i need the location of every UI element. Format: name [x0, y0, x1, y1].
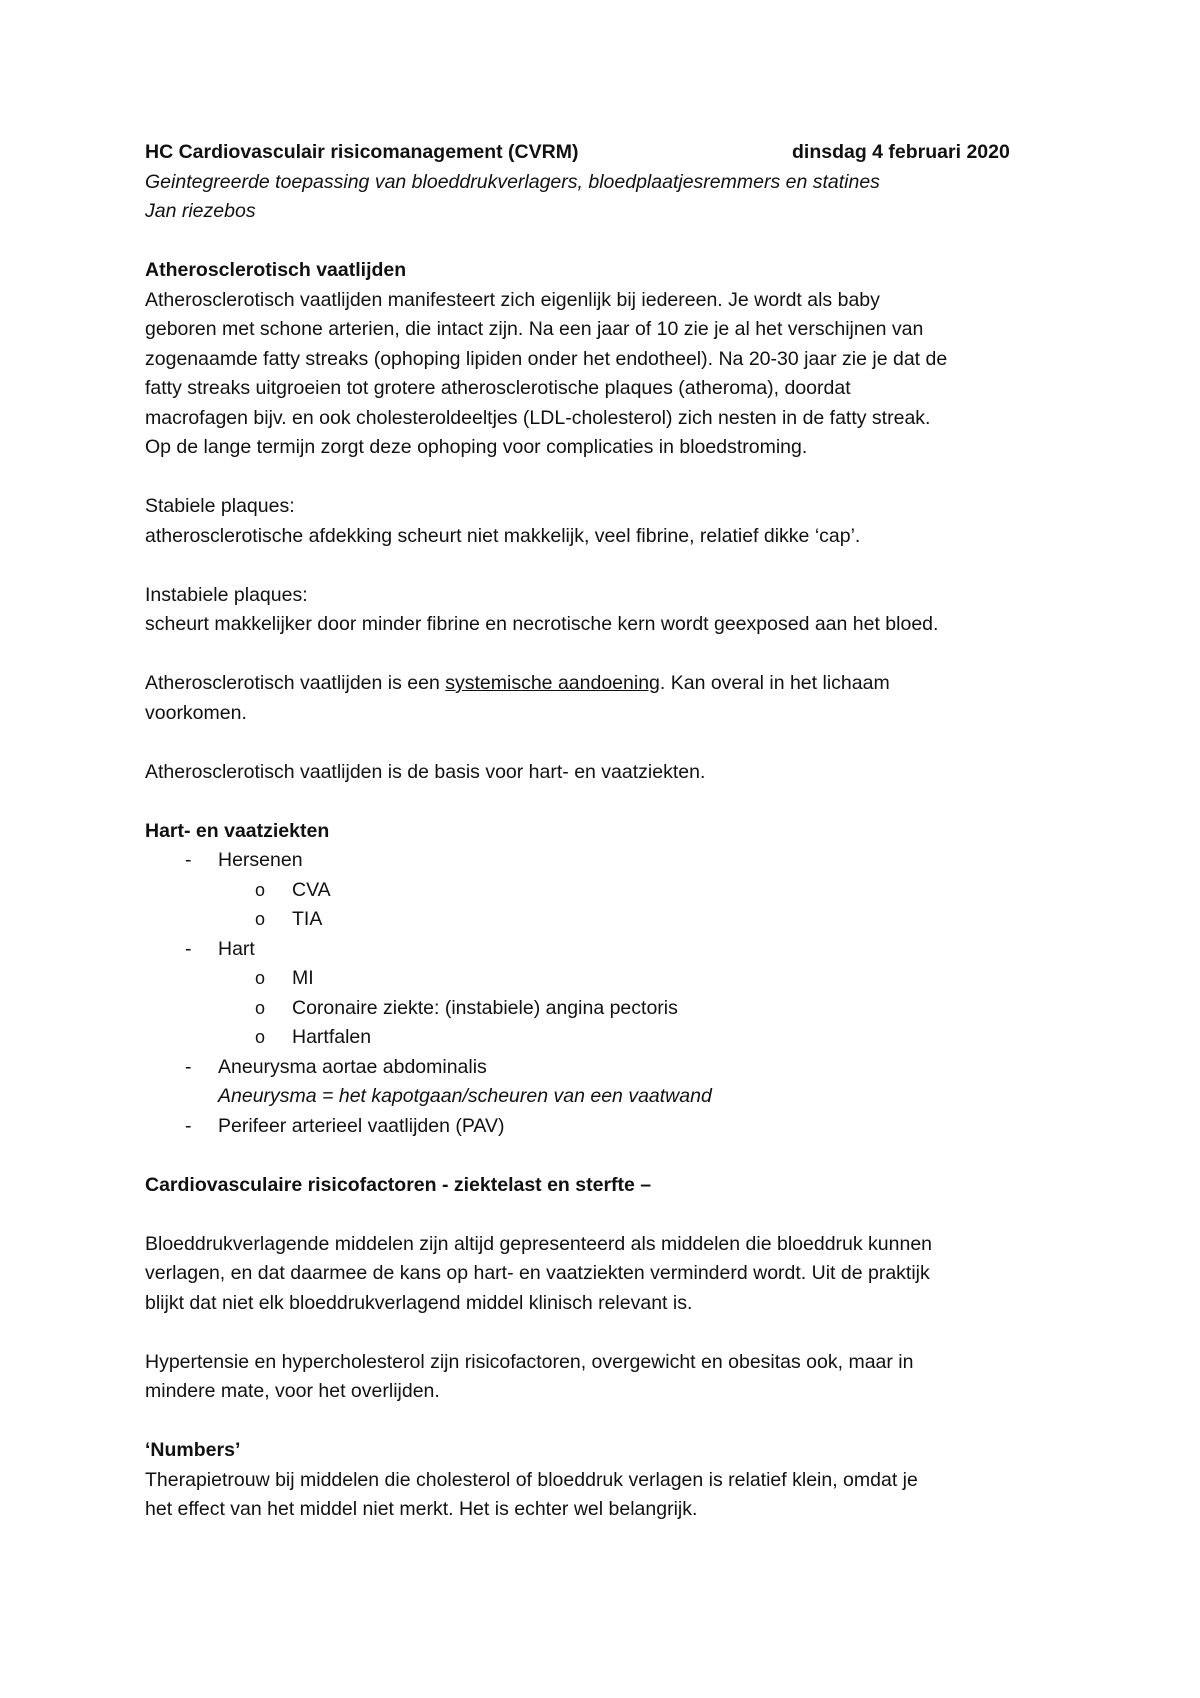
paragraph-line: blijkt dat niet elk bloeddrukverlagend middel klinisch relevant is. [145, 1291, 693, 1314]
dash-marker: - [185, 1055, 192, 1078]
sub-list-item-coronaire [145, 994, 1075, 1024]
dash-marker: - [185, 937, 192, 960]
list-item-pav [145, 1112, 1075, 1142]
paragraph-line: macrofagen bijv. en ook cholesteroldeeltjes (LDL-cholesterol) zich nesten in de fatty streak. [145, 406, 931, 429]
list-item-label: Aneurysma aortae abdominalis [218, 1055, 487, 1078]
list-item-label: Hart [218, 937, 255, 960]
stable-plaques-label: Stabiele plaques: [145, 495, 295, 517]
stable-plaques-text: atherosclerotische afdekking scheurt niet makkelijk, veel fibrine, relatief dikke ‘cap’. [145, 524, 861, 547]
sub-list-item-cva [145, 876, 1075, 906]
list-item-hersenen [145, 846, 1075, 876]
sub-list-item-label: CVA [292, 878, 331, 901]
paragraph-atherosclerose [145, 286, 1075, 463]
unstable-plaques-text: scheurt makkelijker door minder fibrine en necrotische kern wordt geexposed aan het bloed. [145, 613, 939, 635]
basis-paragraph: Atherosclerotisch vaatlijden is de basis voor hart- en vaatziekten. [145, 760, 706, 783]
paragraph-line: fatty streaks uitgroeien tot grotere atherosclerotische plaques (atheroma), doordat [145, 377, 851, 399]
paragraph-line: geboren met schone arterien, die intact zijn. Na een jaar of 10 zie je al het verschijnen van [145, 318, 924, 340]
sub-list-item-label: Hartfalen [292, 1026, 372, 1048]
sub-list-item-tia [145, 905, 1075, 935]
systemic-text-post: . Kan overal in het lichaam [659, 672, 890, 694]
list-item-aneurysma [145, 1053, 1075, 1083]
bullet-marker: o [255, 968, 266, 988]
sub-list-item-hartfalen [145, 1023, 1075, 1053]
unstable-plaques-label: Instabiele plaques: [145, 583, 308, 606]
paragraph-line: Bloeddrukverlagende middelen zijn altijd gepresenteerd als middelen die bloeddruk kunnen [145, 1232, 933, 1255]
paragraph-line: Atherosclerotisch vaatlijden manifesteert zich eigenlijk bij iedereen. Je wordt als baby [145, 288, 880, 311]
paragraph-line: zogenaamde fatty streaks (ophoping lipiden onder het endotheel). Na 20-30 jaar zie je dat de [145, 347, 948, 370]
section-heading-atherosclerose: Atherosclerotisch vaatlijden [145, 259, 407, 281]
document-date: dinsdag 4 februari 2020 [792, 141, 1010, 163]
systemic-text-pre: Atherosclerotisch vaatlijden is een [145, 672, 446, 694]
systemic-underlined-term: systemische aandoening [445, 672, 660, 694]
bullet-marker: o [255, 909, 266, 929]
title-row [145, 138, 1075, 168]
sub-list-item-label: MI [292, 967, 314, 989]
bullet-marker: o [255, 1027, 266, 1047]
sub-list-item-mi [145, 964, 1075, 994]
document-author: Jan riezebos [145, 200, 256, 222]
dash-marker: - [185, 849, 192, 871]
document-title: HC Cardiovasculair risicomanagement (CVRM) [145, 141, 579, 163]
paragraph-line: verlagen, en dat daarmee de kans op hart- en vaatziekten verminderd wordt. Uit de praktijk [145, 1262, 930, 1284]
dash-marker: - [185, 1114, 192, 1137]
systemic-paragraph-line2: voorkomen. [145, 701, 247, 724]
list-item-label: Perifeer arterieel vaatlijden (PAV) [218, 1114, 505, 1137]
aneurysma-note: Aneurysma = het kapotgaan/scheuren van een vaatwand [218, 1085, 712, 1107]
section-heading-risicofactoren: Cardiovasculaire risicofactoren - ziektelast en sterfte – [145, 1173, 652, 1196]
paragraph-line: het effect van het middel niet merkt. Het is echter wel belangrijk. [145, 1498, 698, 1520]
systemic-paragraph [145, 669, 1075, 699]
section-heading-numbers: ‘Numbers’ [145, 1439, 241, 1461]
bullet-marker: o [255, 879, 266, 900]
paragraph-line: Op de lange termijn zorgt deze ophoping voor complicaties in bloedstroming. [145, 436, 808, 458]
paragraph-line: Therapietrouw bij middelen die cholesterol of bloeddruk verlagen is relatief klein, omdat je [145, 1468, 918, 1491]
section-heading-hart-vaatziekten: Hart- en vaatziekten [145, 819, 330, 842]
sub-list-item-label: Coronaire ziekte: (instabiele) angina pectoris [292, 996, 678, 1019]
sub-list-item-label: TIA [292, 908, 323, 930]
bullet-marker: o [255, 997, 266, 1018]
disease-list [145, 846, 1075, 1141]
document-page [145, 138, 1075, 1525]
paragraph-therapietrouw [145, 1466, 1075, 1525]
paragraph-line: mindere mate, voor het overlijden. [145, 1380, 440, 1402]
paragraph-hypertensie [145, 1348, 1075, 1407]
document-subtitle: Geintegreerde toepassing van bloeddrukverlagers, bloedplaatjesremmers en statines [145, 170, 880, 193]
list-item-hart [145, 935, 1075, 965]
list-item-label: Hersenen [218, 849, 303, 871]
paragraph-line: Hypertensie en hypercholesterol zijn risicofactoren, overgewicht en obesitas ook, maar in [145, 1350, 914, 1373]
paragraph-bloeddrukverlagers [145, 1230, 1075, 1319]
